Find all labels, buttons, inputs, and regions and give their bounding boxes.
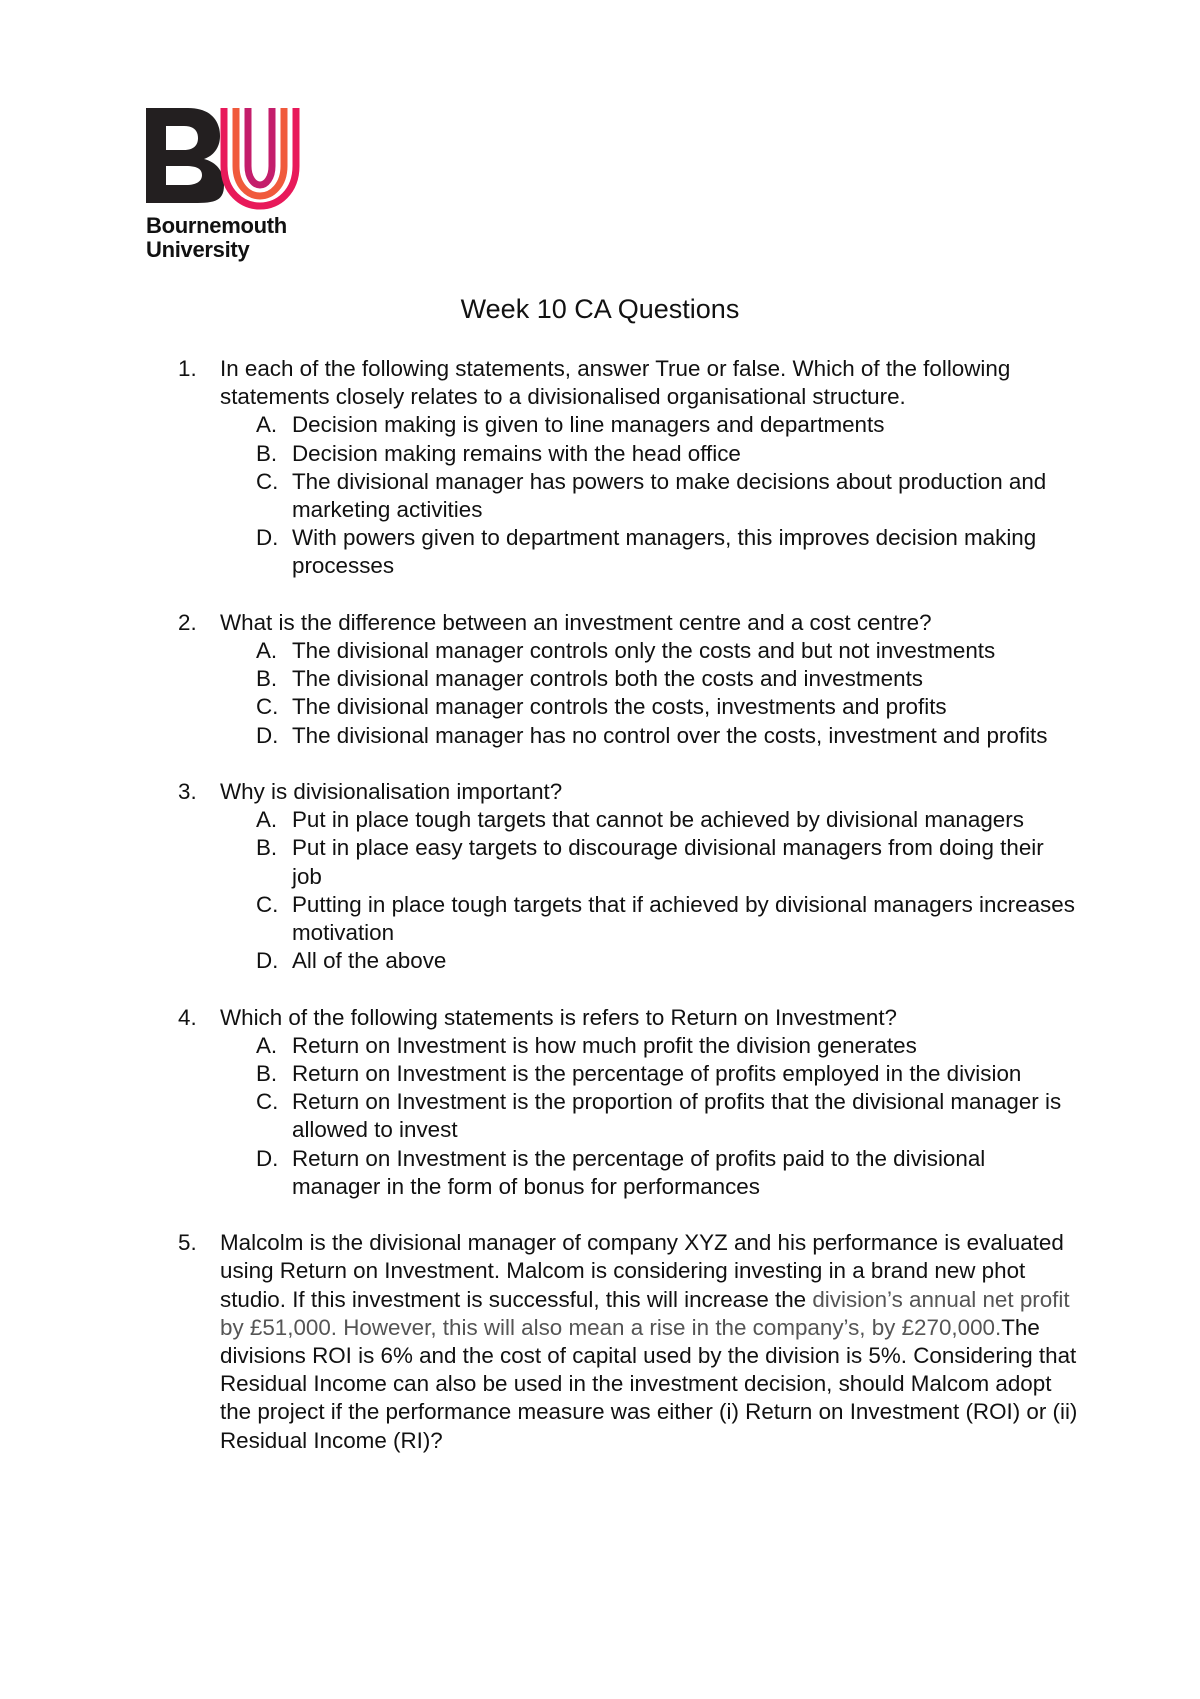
option-text: Put in place easy targets to discourage divisional managers from doing their job: [292, 835, 1044, 889]
option-letter: D.: [256, 525, 279, 551]
option-c: [220, 1088, 1078, 1144]
option-letter: A.: [256, 638, 278, 664]
question-text: [220, 1229, 1078, 1455]
question-text: In each of the following statements, answer True or false. Which of the following statements closely relates to a divisionalised organisational structure.: [220, 356, 1011, 410]
option-text: Putting in place tough targets that if achieved by divisional managers increases motivation: [292, 891, 1075, 946]
question-text: What is the difference between an investment centre and a cost centre?: [220, 609, 932, 635]
option-letter: C.: [256, 1089, 279, 1115]
option-text: The divisional manager controls the costs, investments and profits: [292, 694, 947, 720]
question-4: [178, 1004, 1078, 1201]
option-b: [220, 834, 1078, 890]
option-d: [220, 947, 1078, 975]
logo-wordmark: [146, 214, 287, 262]
option-c: [220, 693, 1078, 721]
option-b: [220, 665, 1078, 693]
question-2: [178, 609, 1078, 750]
question-text-part-1: Malcolm is the divisional manager of company XYZ and his performance is evaluated using Return on Investment. Malcom is considering investing in a brand new phot studio. If this investment is successful, this will increase the: [220, 1230, 1064, 1312]
question-list: [178, 355, 1078, 1483]
logo-letter-u-inner: [248, 108, 272, 185]
option-letter: D.: [256, 948, 279, 974]
question-5: [178, 1229, 1078, 1455]
question-text: Which of the following statements is refers to Return on Investment?: [220, 1004, 898, 1030]
option-letter: A.: [256, 807, 278, 833]
option-d: [220, 722, 1078, 750]
page-title: Week 10 CA Questions: [460, 294, 740, 324]
option-text: Put in place tough targets that cannot be achieved by divisional managers: [292, 807, 1024, 833]
option-b: [220, 1060, 1078, 1088]
option-text: Decision making is given to line managers and departments: [292, 412, 885, 438]
option-letter: D.: [256, 1145, 279, 1171]
question-number: 3.: [178, 779, 197, 805]
option-list: [220, 1032, 1078, 1201]
option-a: [220, 411, 1078, 439]
option-letter: C.: [256, 694, 279, 720]
option-letter: B.: [256, 835, 278, 861]
option-c: [220, 891, 1078, 947]
option-letter: C.: [256, 468, 279, 494]
option-text: Return on Investment is the percentage of profits employed in the division: [292, 1061, 1022, 1087]
option-letter: B.: [256, 666, 278, 692]
option-text: All of the above: [292, 948, 447, 974]
option-a: [220, 1032, 1078, 1060]
option-text: Return on Investment is the proportion of profits that the divisional manager is allowed to invest: [292, 1089, 1062, 1143]
question-text: Why is divisionalisation important?: [220, 779, 563, 805]
question-text-part-2: division’s annual net profit by £51,000. However, this will also mean a rise in the company’s, by £270,000.: [220, 1286, 1070, 1340]
option-text: Return on Investment is the percentage of profits paid to the divisional manager in the form of bonus for performances: [292, 1145, 986, 1199]
option-text: The divisional manager controls only the costs and but not investments: [292, 638, 996, 664]
option-b: [220, 440, 1078, 468]
option-letter: D.: [256, 722, 279, 748]
option-text: The divisional manager has no control over the costs, investment and profits: [292, 722, 1048, 748]
logo-letter-b: [146, 108, 224, 203]
question-number: 1.: [178, 356, 197, 381]
option-letter: C.: [256, 891, 279, 917]
option-list: [220, 806, 1078, 975]
question-number: 4.: [178, 1004, 197, 1030]
option-list: [220, 637, 1078, 750]
question-1: [178, 355, 1078, 581]
option-letter: B.: [256, 1061, 278, 1087]
option-a: [220, 637, 1078, 665]
option-text: Decision making remains with the head office: [292, 440, 741, 466]
question-3: [178, 778, 1078, 975]
option-letter: B.: [256, 440, 278, 466]
option-text: Return on Investment is how much profit the division generates: [292, 1032, 917, 1058]
question-text-part-3: The divisions ROI is 6% and the cost of capital used by the division is 5%. Considering that Residual Income can also be used in the investment decision, should Malcom adopt the project if the performance measure was either (i) Return on Investment (ROI) or (ii) Residual Income (RI)?: [220, 1314, 1078, 1453]
option-d: [220, 1145, 1078, 1201]
logo-line-1: Bournemouth: [146, 213, 287, 238]
option-text: With powers given to department managers, this improves decision making processes: [292, 525, 1037, 579]
question-number: 5.: [178, 1230, 197, 1256]
option-text: The divisional manager controls both the costs and investments: [292, 666, 924, 692]
option-list: [220, 411, 1078, 580]
option-d: [220, 524, 1078, 580]
option-letter: A.: [256, 1032, 278, 1058]
option-a: [220, 806, 1078, 834]
option-c: [220, 468, 1078, 524]
question-number: 2.: [178, 609, 197, 635]
option-letter: A.: [256, 412, 278, 438]
logo-line-2: University: [146, 237, 250, 262]
option-text: The divisional manager has powers to make decisions about production and marketing activities: [292, 468, 1047, 523]
